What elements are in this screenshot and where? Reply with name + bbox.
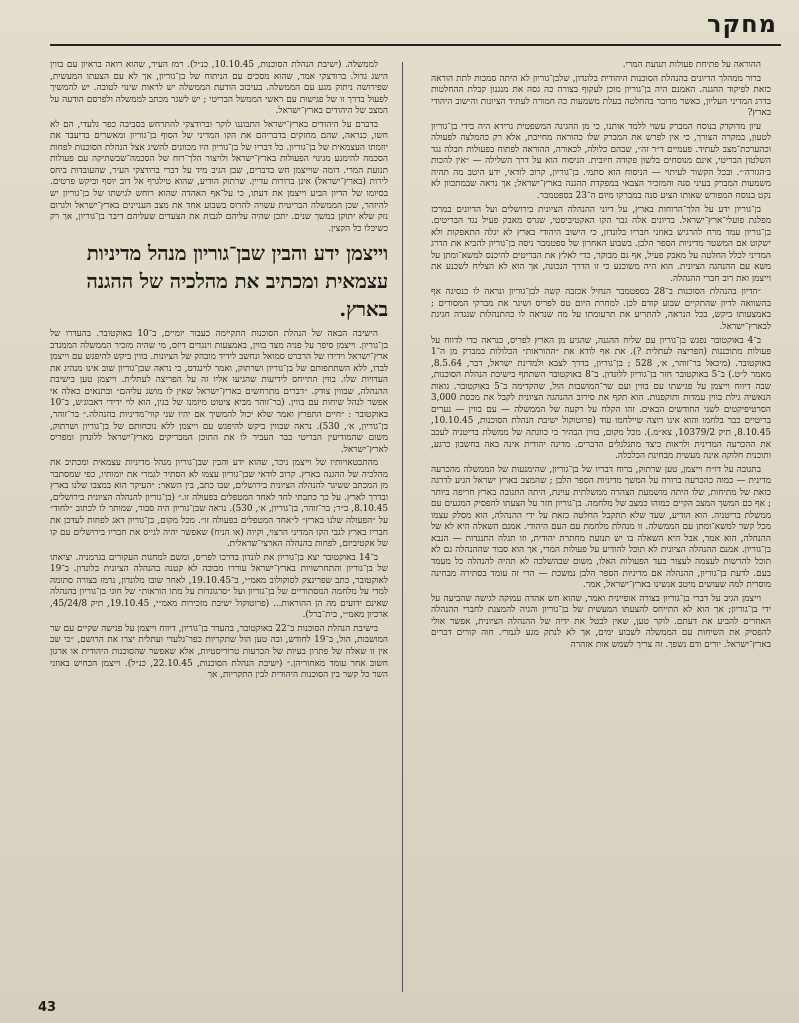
left-column-top-text [50, 60, 388, 235]
pull-quote-headline: וייצמן ידע והבין שבן־גוריון מנהל מדיניות עצמאית ומכתיב את מהלכיה של ההגנה בארץ. [86, 241, 388, 322]
article-paragraph: ברור ממהלך הדיונים בהנהלת הסוכנות היהודית בלונדון, שלבן־גוריון לא היתה סמכות לתת הוראה כזאת לפיקוד ההגנה. האמנם היה בן־גוריון מוכן לעקוף בצורה כה גסה את מנגנון קבלת ההחלטות בדרג המדיני העליון, כאשר מדובר בהחלטה בעלת משמעות כה חמורה לעתיד הציונות והישוב היהודי בארץ? [431, 73, 771, 119]
article-paragraph: בתגובה על דו״ח וייצמן, טען שרתוק, ברוח דבריו של בן־גוריון, שהימנעות של הממשלה מהכרעה מדינית — כמוה כהכרעה ברורה על המשך מדיניות הספר הלבן ; שהמצב בארץ ישראל הגיע לדרגה כזאת של מתיחות, שלו היתה מושמעת הצהרה ממשלתית עוינת, היתה התגובה בארץ חריפה ביותר ; אף כם המשך המצב הקיים כמוהו כמצב של מלחמה. בן־גוריון חזר על הצעתו להפסיק המגעים עם ממשלת בריטניה. הוא הודיע, שעד שלא תתקבל החלטה כזאת על ידי ההנהלה, הוא מסלק עצמו מכל קשר למשא־ומתן עם הממשלה. זו מנהלת מלחמת עם העם היהודי. אמנם השאלה היא לא של ההנהלה, הוא אמר, אבל היא השאלה בו יש תנועת מחתרת יהודית, וזו תגלה התנגדות — הנבא בן־גוריון. אמנם ההנהלה הציונית לא תוכל להודיע על פעולות המרי, אך הוא סבור שההנהלה גם לא תוכל להרשות לעצמה לעצור בעד הפעולות האלו, משום שבהשלכה לא תהיה להנהלה כל מעמד בעם. לדעת בן־גוריון, ההנהלה אם מדיניות הספר הלבן נמשכת — הרי זה עומד בסתירה מבחינה מוסרית למה שעושים מיטב אנשינו בארץ־ישראל, אמר. [431, 464, 771, 591]
article-paragraph: ב־4 באוקטובר נפגש בן־גוריון עם שליח ההגנה, שהגיע מן הארץ לפריס, כנראה כדי לדווח על פעולות מתוכננות (הפריצה לעתלית ?). את אף לודא את ״ההוראות״ הכלולות במברק מן ה־1 באוקטובר. (מיכאל בר־זוהר, א׳, 528 ; בן־גוריון, בדרך לצבא ולמדינת ישראל, דבר, 8.5.64, מאמר ל״ט.) ב־5 באוקטובר חזר בן־גוריון ללונדון. ב־8 באוקטובר השתתף בישיבת הנהלת הסוכנות, שבה דיווח וייצמן על פגישתו עם בווין ועם שר־המושבות הול, שהקדימה ב־5 באוקטובר. גואות הנאשיה גילת בווין עמדות ותוקפנות. הוא תקף את סירוב ההנהגה הציונית לקבל את מכסת 3,000 הסרטיפיקטים לשני החודשים הבאים. זהו הקלח על רקעה של הממשלה — עם בווין — נערים בריטיים כבר בלחמו והוא אינו רוצה שיילחמו עוד (פרוטוקול ישיבת הנהלת הסוכנות, 10.10.45, 8.10.45, תיק 10379/2, צא״מ.). מכל מקום, בווין הבהיר כי כוונתה של ממשלת בריטניה לעכב את ההכרעה המדינית ולראות כיצד מתגלגלים הדברים. מדינה יהודית אינה באה בחשבון כרגע, ותוכנית חלוקה אינה מעשית מבחינת הכלכלה. [431, 335, 771, 462]
article-paragraph: בן־גוריון ידע על הלך־הרוחות בארץ, על דיוני ההנהלה הציונית בירושלים ועל הדיונים במרכז מפלגת פועלי־ארץ־ישראל. בדיונים אלה גבר הקו האקטיביסטי, שגרס מאבק פעיל נגד הבריטים. בן־גוריון עמד מרח להרגיש באוזני חבריו בלונדון, כי הישוב היהודי בארץ לא יגלה התאפקות ולא ישקוט אם המשטר מדיניות הספר הלבן. בשבוע האחרון של ספטמבר ניסה בן־גוריון להביא את הדרג המדיני לכלל החלטה על מאבק פעיל, אף גם מבוקר, כדי לאלץ את הבריטים להיכנס למשא־ומתן על משא עם ההנהגה הציונית. הוא היה משוכנע כי זו הדרך הנכונה, אך הוא לא הצליח לשכנע את וייצמן ואת רוב חברי ההנהלה. [431, 204, 771, 284]
article-paragraph: הישיבה הבאה של הנהלת הסוכנות התקיימה כעבור יומיים, ב־10 באוקטובר. בהעדרו של בן־גוריון. וייצמן סיפר על פניה מצד בווין, באמצעות וינגדים דיזס, מי שהיה מזכיר הממשלה הממנדב ארץ־ישראל וידידו של הרברט סמואל ונחשב לידיד מובהק של הציונות. בווין ביקש להיפגש עם וייצמן לבדו, ללא השתתפותם של בן־גוריון ושרתוק, ואמר לוינגדס, כי נראה שבן־גוריון שוב אינו מנהיג את העדויות שלו. בווין התייחס לידיעות שהגיעו אליו זה על הפריצה לעתלית. וייצמן טען בישיבת ההנהלה, שבווין צודק. ״דברים מתרחשים בארץ־ישראל שאין לו מושג עליהם״ ובתנאים כאלה אי אפשר לנהל שיחות עם בווין. (בר־זוהר מביא ציטוט מיומנו של בגין, הוא לוי ידידי דאבוג׳ש, ב־10 באוקטובר : ״חיים התפרץ ואמר שלא יכול להמשיך אם יהיו שני קווי־מדיניות בהנהלה.״ בר־זוהר, בן־גוריון, א׳, 530). נראה שבווין ביקש להיפגש עם וייצמן ללא נוכחותם של בן־גוריון ושרתוק, משום שהמודיעין הבריטי כבר העביר לו את התוכן המבריקים מארץ־ישראל ללונדון ומפריס לארץ־ישראל. [50, 329, 388, 455]
article-paragraph: לממשלה. (ישיבת הנהלת הסוכנות, 10.10.45, כנ״ל). רמז העיר, שהוא רואה בראיון עם בווין הישג גדול. ברודצקי אמר, שהוא מסכים עם הניתוח של בן־גוריון, אך לא עם הצעתו המעשית, שפירושה ניתוק מגע עם הממשלה. בעיכוב הודעת הממשלה יש לראות שינוי לטובה. יש להמשיך לפעול בדרך זו של פגישות עם ראשי הממשל הבריטי ; יש לשגר מכתב לממשלה ולפרסם הודעה על המצב של היהודים בארץ־ישראל. [50, 60, 388, 117]
article-paragraph: וייצמן הגיב על דברי בן־גוריון בצורה אופיינית ואמר, שהוא חש אהדה עמוקה לגישה שהביעה על ידי בן־גוריון; אך הוא לא התייחס להצעתו המעשית של בן־גוריון והגיה להמצגת לחברי ההנהלה האחרים להביע את דעתם. לוקר טען, שאין לבטל את ידיה של ההנהלה הציונית, אפשר אולי להפסיק את השיחות עם הממשלה לשבוע ימים, אך לא לנתק מגע לגמרי. חוה קורים דברים בארץ־ישראל. יורים ודם נשפך. זה צריך לשמש אות אזהרה [431, 593, 771, 650]
article-paragraph: ב־14 באוקטובר יצא בן־גוריון את לונדון בדרכו לפריס, ומשם למחנות העקורים בגרמניה. יציאתו של בן־גוריון והתחרשויות בארץ־ישראל עוררו מבוכה לא קטנה בהנהלה הציונית בלונדון. ב־19 לאוקטובר, כתב שפרינצק לסוקולוב מאמ״י, ב־19.10.45, לאחר שובו מלונדון, נרמז בצורה סתומה למדי על מלחמה המסתוריים של בן־גוריון ועל ״סרגוגדות על מתו הוראות״ של חוגי בן־גוריון בהנהלה שאינם ידועים מה הן ההוראות... (פרוטוקול ישיבת מזכירות מאמ״י, 19.10.45, תיק 45/24/8, ארכיון מאמ״י, בית־ברל). [50, 552, 388, 621]
article-paragraph: עיון מדוקדק בנוסח המברק עשוי ללמד אותנו, כי מן ההגינה המשפטית גרידא היה בידי בן־גוריון לטעון, במקרה הצורך, כי אין לפרש את המברק שלו כהוראה מחייבת, אלא רק כהמלצה לפעולה וכהערכת־מצב לעתיד. פעמיים ד״ר זה״, שבהם כלולה, לכאורה, ההוראה לפתוח בפעולות חבלה נגד השלטון הבריטי, אינם מנוסחים בלשון פקודה חיובית. הניסוח הוא על דרך השלילה — ״אין להכות ב׳הגורה׳״. ובכל הקשור לעיתוי — הניסוח הוא סתמי. בן־גוריון, קרוב לודאי, ידע היטב מה תהיה משמעות המברק בעיני סנה והמזכיר הצבאי במפקדת ההגנה בארץ־ישראל; אך נראה שבמתכוון לא נקט בנוסח המפורש שאותו הציע סנה במברקו מיום ה־23 בספטמבר. [431, 121, 771, 202]
section-title: מחקר [707, 10, 777, 38]
article-paragraph: בישיבת הנהלת הסוכנות ב־22 באוקטובר, בהעדר בן־גוריון, דיווח וייצמן על פגישה שקיים עם שר המושבות, הול, ב־19 לחודש, ובה טען הול שתקריות כפר־גלעדי ועתלית יצרו את הרושם, ״כי שב אין זו שאלה של פתרון בעיות של הכרעות טרוריסטיות, אלא שאפשר שהסוכנות היהודית או ארגון חשוב אחר עומד מאחוריהן.״ (ישיבת הנהלת הסוכנות, 22.10.45, כנ״ל). וייצמן הכחיש באוזני השר כל קשר בין הסוכנות היהודית לבין התקריות, אך [50, 623, 388, 681]
page-number: 43 [38, 1000, 57, 1015]
article-paragraph: ״הדיון בהנהלת הסוכנות ב־28 בספטמבר הנחיל אכזבה קשה לבן־גוריון ונראה לו כנסיגה אף בהשוואה לדיון שהתקיים שבוע קודם לכן. למחרת היום טס לפריס ושיגר את מברקי המסורים ; באמצעותו ביקש, בכל הנראה, להתריע את תרעומתו על מה שנראה לו כהתנהלות שנגדה חגיגת לבארץ־ישראל. [431, 287, 771, 333]
article-paragraph: ההוראה על פתיחת פעולות תנועת המרי. [622, 60, 761, 70]
article-paragraph: מהתבטאויותיו של וייצמן ניכר, שהוא ידע והבין שבן־גוריון מנהל מדיניות עצמאית ומכתיב את מהלכיה של ההגנה בארץ. קרוב לודאי שבן־גוריון עצמו לא הסתיר לגמרי את יומותיו, כפי שמסתבר מן המכתב ששיגר להנהלה הציונית בירושלים, שבו כתב, בין השאר: ״העיקר הוא במצבו שלנו בארץ ובדרך לארץ. על כך כתבתי לחד לאחד המטפלים בפעולה זו.״ (בן־גוריון להנהלה הציונית בירושלים, 8.10.45, ב״ר; בר־זוהר, בן־גוריון, א׳, 530). נראה שבן־גוריון היה סבור, שמותר לו לכתוב ״לחוד״ על ״הפעולה שלנו בארץ״ ל״אחד המטפלים בפעולה זו״. מכל מקום, בן־גוריון דאג לפחות לעדכן את חבריו בארץ לגבי הקו המדיני הרצוי, וקיוה (או הניח) שאפשר יהיה לגייס את חבריו בירושלים עם קו של אקטיביזם, לפחות בהנהלה הארצי־שראלית. [50, 458, 388, 550]
article-paragraph: בדברם על היהודים בארץ־ישראל התבוננו לוקר וברודצקי להתרחש בסביבה כפר גלעדי, הם לא חשו, כנראה, שהם מחזקים בדבריהם את הקו המדיני של הסוף בן־גוריון ומאשרים בדיעבד את יוזמתו העצמאית של בן־גוריון. כל דבריו של בן־גוריון היו מכוונים להשיג אצל הנהלת הסוכנות לפחות הסכמה להימנע מגינוי הפעולות בארץ־ישראל ולויצור הלך־רוח של הסכמה־שבשתיקה עם פעולות תנועת המרי. דומה שוייצמן חש בדברים, שבן הגיב מיד על דברי ברודצקי העיר, שהעובדות ביחס לירות (בארץ־ישראל) אינן ברורות עדיין. שרתוק הודיע, שהוא טילגרף אל דוב יוסף וביקש פרטים. בסיומו של הדיון הביע וייצמן את דעתו, כי על־אף האהדה שהוא רוחש לגישתו של בן־גוריון יש להיזהר, שכן הממשלה הבריטית עשויה להרוס בשבוע אחד את מצב העניינים בארץ־ישראל ולגרום נזק שלא יתוקן במשך שנים. יתכן שהיה עליהם לגבות את הצעדים שעליהם דיבר בן־גוריון, אך רק כשיכלו כל הקצין. [50, 119, 388, 234]
left-column [50, 60, 388, 990]
right-column [431, 60, 771, 990]
column-divider [402, 62, 403, 992]
top-rule [50, 44, 781, 46]
left-column-bottom-text [50, 329, 388, 681]
